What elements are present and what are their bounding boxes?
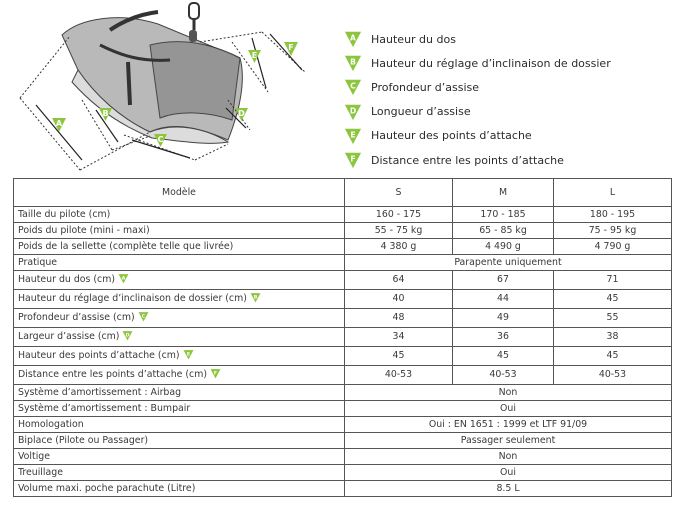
table-row [14, 449, 672, 465]
value-cell: 45 [453, 347, 554, 366]
badge-e-icon [344, 127, 362, 145]
merged-value-cell: Oui : EN 1651 : 1999 et LTF 91/09 [345, 417, 672, 433]
table-row [14, 401, 672, 417]
size-header: S [345, 179, 453, 207]
row-label: Homologation [18, 418, 84, 430]
value-cell: 4 490 g [453, 239, 554, 255]
table-row [14, 255, 672, 271]
size-header: L [554, 179, 672, 207]
svg-text:C: C [141, 314, 145, 320]
row-label: Largeur d’assise (cm) [18, 331, 120, 342]
badge-d-icon [344, 103, 362, 121]
legend-item [344, 100, 674, 124]
value-cell: 40-53 [453, 366, 554, 385]
value-cell: 4 790 g [554, 239, 672, 255]
svg-text:F: F [350, 154, 356, 164]
row-label: Hauteur du dos (cm) [18, 274, 115, 285]
value-cell: 34 [345, 328, 453, 347]
legend-label: Distance entre les points d’attache [371, 153, 564, 167]
table-row [14, 417, 672, 433]
table-row [14, 223, 672, 239]
row-label-cell [14, 465, 345, 481]
row-label: Taille du pilote (cm) [18, 208, 111, 220]
row-label: Distance entre les points d’attache (cm) [18, 369, 207, 380]
table-row [14, 328, 672, 347]
svg-text:D: D [238, 109, 245, 118]
legend-item [344, 75, 674, 99]
legend-label: Longueur d’assise [371, 105, 471, 119]
value-cell: 49 [453, 309, 554, 328]
row-label: Hauteur des points d’attache (cm) [18, 350, 180, 361]
legend-item [344, 51, 674, 75]
badge-c-icon [344, 78, 362, 96]
row-label: Système d’amortissement : Bumpair [18, 402, 191, 414]
table-row [14, 271, 672, 290]
carabiner [189, 3, 199, 19]
table-row [14, 347, 672, 366]
svg-text:C: C [157, 135, 164, 144]
badge-f-icon [210, 368, 221, 379]
spec-table-body [14, 207, 672, 497]
value-cell: 45 [554, 347, 672, 366]
value-cell: 4 380 g [345, 239, 453, 255]
badge-b-icon [344, 54, 362, 72]
legend-item [344, 27, 674, 51]
value-cell: 170 - 185 [453, 207, 554, 223]
badge-d-icon [122, 330, 133, 341]
table-row [14, 290, 672, 309]
value-cell: 180 - 195 [554, 207, 672, 223]
row-label: Treuillage [18, 466, 63, 478]
svg-text:C: C [350, 81, 356, 91]
table-row [14, 309, 672, 328]
svg-text:A: A [55, 119, 63, 128]
row-label: Volume maxi. poche parachute (Litre) [18, 482, 196, 494]
value-cell: 55 [554, 309, 672, 328]
merged-value-cell: Passager seulement [345, 433, 672, 449]
svg-text:E: E [186, 352, 190, 358]
merged-value-cell: Parapente uniquement [345, 255, 672, 271]
harness-diagram [0, 0, 340, 178]
table-header-row [14, 179, 672, 207]
row-label: Pratique [18, 256, 58, 268]
table-row [14, 385, 672, 401]
table-row [14, 207, 672, 223]
value-cell: 55 - 75 kg [345, 223, 453, 239]
row-label: Profondeur d’assise (cm) [18, 312, 135, 323]
badge-a-icon [344, 30, 362, 48]
table-row [14, 239, 672, 255]
row-label-cell [14, 417, 345, 433]
legend-label: Profondeur d’assise [371, 80, 480, 94]
merged-value-cell: Oui [345, 465, 672, 481]
row-label-cell [14, 385, 345, 401]
svg-text:A: A [121, 276, 126, 282]
value-cell: 67 [453, 271, 554, 290]
row-label: Biplace (Pilote ou Passager) [18, 434, 149, 446]
carabiner [189, 30, 197, 42]
badge-a-icon [118, 273, 129, 284]
svg-text:B: B [102, 109, 109, 118]
table-row [14, 366, 672, 385]
merged-value-cell: 8.5 L [345, 481, 672, 497]
row-label-cell [14, 223, 345, 239]
badge-f-icon [344, 151, 362, 169]
svg-text:A: A [350, 33, 356, 43]
row-label-cell [14, 328, 345, 347]
dimension-legend [344, 27, 674, 172]
row-label: Poids de la sellette (complète telle que livrée) [18, 240, 234, 252]
value-cell: 44 [453, 290, 554, 309]
badge-b-icon [250, 292, 261, 303]
row-label: Hauteur du réglage d’inclinaison de dossier (cm) [18, 293, 247, 304]
row-label-cell [14, 433, 345, 449]
value-cell: 40-53 [554, 366, 672, 385]
value-cell: 36 [453, 328, 554, 347]
value-cell: 48 [345, 309, 453, 328]
badge-c-icon [138, 311, 149, 322]
svg-text:F: F [288, 43, 294, 52]
row-label-cell [14, 271, 345, 290]
table-row [14, 465, 672, 481]
row-label-cell [14, 347, 345, 366]
legend-label: Hauteur des points d’attache [371, 129, 532, 143]
merged-value-cell: Oui [345, 401, 672, 417]
size-header: M [453, 179, 554, 207]
value-cell: 40 [345, 290, 453, 309]
table-row [14, 433, 672, 449]
value-cell: 65 - 85 kg [453, 223, 554, 239]
row-label: Système d’amortissement : Airbag [18, 386, 182, 398]
row-label-cell [14, 290, 345, 309]
svg-text:E: E [350, 130, 356, 140]
row-label-cell [14, 309, 345, 328]
row-label: Poids du pilote (mini - maxi) [18, 224, 150, 236]
spec-table [13, 178, 672, 497]
merged-value-cell: Non [345, 449, 672, 465]
row-label-cell [14, 207, 345, 223]
svg-text:D: D [126, 333, 130, 339]
svg-text:B: B [350, 57, 356, 67]
svg-text:B: B [253, 295, 258, 301]
svg-text:D: D [349, 106, 357, 116]
legend-label: Hauteur du dos [371, 32, 456, 46]
value-cell: 45 [345, 347, 453, 366]
merged-value-cell: Non [345, 385, 672, 401]
svg-text:F: F [213, 371, 218, 377]
row-label-cell [14, 449, 345, 465]
legend-label: Hauteur du réglage d’inclinaison de dossier [371, 56, 611, 70]
value-cell: 75 - 95 kg [554, 223, 672, 239]
legend-item [344, 124, 674, 148]
row-label-cell [14, 481, 345, 497]
svg-text:E: E [251, 51, 258, 60]
table-row [14, 481, 672, 497]
leg-strap [128, 62, 130, 105]
row-label-cell [14, 366, 345, 385]
value-cell: 64 [345, 271, 453, 290]
value-cell: 40-53 [345, 366, 453, 385]
value-cell: 71 [554, 271, 672, 290]
row-label-cell [14, 239, 345, 255]
value-cell: 45 [554, 290, 672, 309]
value-cell: 38 [554, 328, 672, 347]
legend-item [344, 148, 674, 172]
badge-e-icon [183, 349, 194, 360]
badge-a-icon [52, 118, 66, 132]
row-label-cell [14, 255, 345, 271]
row-label-cell [14, 401, 345, 417]
value-cell: 160 - 175 [345, 207, 453, 223]
model-header: Modèle [14, 179, 345, 207]
badge-c-icon [154, 134, 167, 147]
row-label: Voltige [18, 450, 51, 462]
